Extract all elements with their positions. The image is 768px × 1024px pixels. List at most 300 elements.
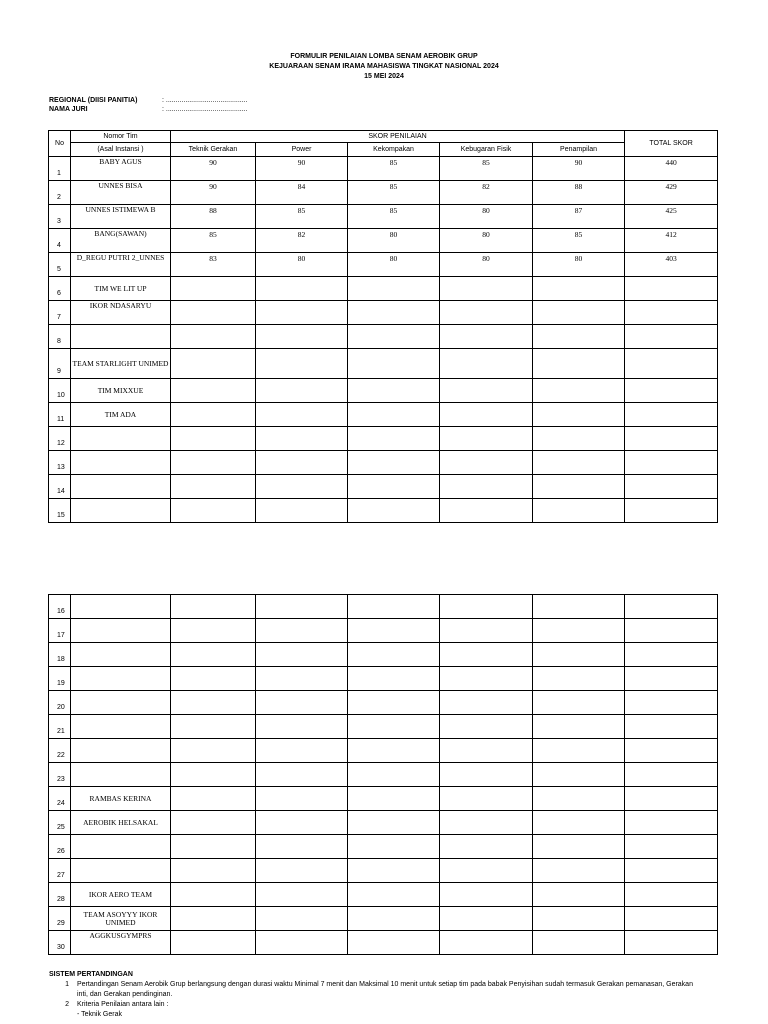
power-score-cell[interactable] [256,349,348,379]
power-score-cell[interactable] [256,595,348,619]
teknik-score-cell[interactable] [171,427,256,451]
team-name-cell[interactable] [71,475,171,499]
rules-title: SISTEM PERTANDINGAN [49,971,133,978]
penampilan-score-cell[interactable] [533,643,625,667]
kekompakan-score-cell[interactable]: 80 [348,229,440,253]
regional-label: REGIONAL (DIISI PANITIA) [49,97,138,104]
team-name-cell[interactable]: AEROBIK HELSAKAL [71,811,171,835]
table-body-page1 [49,157,718,523]
row-number-cell: 1 [49,157,71,181]
penampilan-score-cell[interactable]: 90 [533,157,625,181]
table-row [49,811,718,835]
penampilan-score-cell[interactable] [533,379,625,403]
teknik-score-cell[interactable] [171,691,256,715]
team-name-cell[interactable]: TIM MIXXUE [71,379,171,403]
teknik-score-cell[interactable] [171,499,256,523]
team-name-cell[interactable] [71,859,171,883]
power-score-cell[interactable] [256,859,348,883]
team-name-cell[interactable]: TIM ADA [71,403,171,427]
power-score-cell[interactable] [256,325,348,349]
kebugaran-score-cell[interactable]: 82 [440,181,533,205]
kebugaran-score-cell[interactable] [440,835,533,859]
power-score-cell[interactable] [256,811,348,835]
kebugaran-score-cell[interactable] [440,325,533,349]
power-score-cell[interactable]: 85 [256,205,348,229]
table-row [49,619,718,643]
power-score-cell[interactable] [256,451,348,475]
total-score-cell[interactable] [625,427,718,451]
total-score-cell[interactable] [625,475,718,499]
penampilan-score-cell[interactable]: 85 [533,229,625,253]
team-name-cell[interactable]: UNNES ISTIMEWA B [71,205,171,229]
event-date: 15 MEI 2024 [364,73,404,80]
teknik-score-cell[interactable] [171,931,256,955]
regional-field[interactable]: : .......................................... [162,97,248,104]
kekompakan-score-cell[interactable] [348,301,440,325]
table-row [49,763,718,787]
kekompakan-score-cell[interactable]: 85 [348,181,440,205]
table-row [49,403,718,427]
teknik-score-cell[interactable] [171,277,256,301]
kebugaran-score-cell[interactable] [440,499,533,523]
power-score-cell[interactable] [256,883,348,907]
table-row [49,883,718,907]
power-score-cell[interactable] [256,691,348,715]
kekompakan-score-cell[interactable] [348,859,440,883]
power-score-cell[interactable] [256,499,348,523]
form-title: FORMULIR PENILAIAN LOMBA SENAM AEROBIK GRUP [290,53,478,60]
table-row [49,691,718,715]
power-score-cell[interactable] [256,301,348,325]
team-name-cell[interactable]: TIM WE LIT UP [71,277,171,301]
regional-row [49,96,248,105]
total-score-cell[interactable]: 412 [625,229,718,253]
row-number-cell: 13 [49,451,71,475]
total-score-cell[interactable] [625,619,718,643]
power-score-cell[interactable] [256,835,348,859]
penampilan-score-cell[interactable] [533,739,625,763]
teknik-score-cell[interactable] [171,907,256,931]
power-score-cell[interactable] [256,379,348,403]
kebugaran-score-cell[interactable] [440,595,533,619]
total-score-cell[interactable] [625,349,718,379]
teknik-score-cell[interactable] [171,349,256,379]
total-score-cell[interactable] [625,667,718,691]
kekompakan-score-cell[interactable] [348,427,440,451]
row-number-cell: 12 [49,427,71,451]
kekompakan-score-cell[interactable] [348,811,440,835]
penampilan-score-cell[interactable] [533,859,625,883]
kekompakan-score-cell[interactable] [348,499,440,523]
power-score-cell[interactable]: 90 [256,157,348,181]
kebugaran-score-cell[interactable] [440,811,533,835]
teknik-score-cell[interactable] [171,643,256,667]
table-row [49,787,718,811]
teknik-score-cell[interactable] [171,379,256,403]
team-name-cell[interactable] [71,667,171,691]
total-score-cell[interactable]: 429 [625,181,718,205]
kekompakan-score-cell[interactable] [348,787,440,811]
total-score-cell[interactable] [625,859,718,883]
teknik-score-cell[interactable] [171,811,256,835]
penampilan-score-cell[interactable] [533,349,625,379]
event-name: KEJUARAAN SENAM IRAMA MAHASISWA TINGKAT NASIONAL 2024 [269,63,499,70]
row-number-cell: 24 [49,787,71,811]
kebugaran-score-cell[interactable] [440,451,533,475]
judge-row [49,105,248,114]
kekompakan-score-cell[interactable] [348,691,440,715]
power-score-cell[interactable]: 80 [256,253,348,277]
kebugaran-score-cell[interactable] [440,475,533,499]
teknik-score-cell[interactable] [171,475,256,499]
teknik-score-cell[interactable] [171,883,256,907]
kekompakan-score-cell[interactable] [348,715,440,739]
kekompakan-score-cell[interactable] [348,325,440,349]
team-name-cell[interactable]: BANG(SAWAN) [71,229,171,253]
total-score-cell[interactable] [625,739,718,763]
table-row [49,253,718,277]
kebugaran-score-cell[interactable] [440,427,533,451]
table-row [49,475,718,499]
teknik-score-cell[interactable] [171,763,256,787]
teknik-score-cell[interactable] [171,451,256,475]
total-score-cell[interactable] [625,595,718,619]
penampilan-score-cell[interactable] [533,931,625,955]
row-number-cell: 5 [49,253,71,277]
teknik-score-cell[interactable]: 90 [171,157,256,181]
penampilan-score-cell[interactable] [533,403,625,427]
team-name-cell[interactable] [71,325,171,349]
kebugaran-score-cell[interactable] [440,883,533,907]
row-number-cell: 21 [49,715,71,739]
row-number-cell: 15 [49,499,71,523]
penampilan-score-cell[interactable] [533,325,625,349]
total-score-cell[interactable] [625,763,718,787]
teknik-score-cell[interactable]: 90 [171,181,256,205]
judge-field[interactable]: : .......................................... [162,106,248,113]
row-number-cell: 19 [49,667,71,691]
kebugaran-score-cell[interactable] [440,907,533,931]
table-row [49,739,718,763]
row-number-cell: 8 [49,325,71,349]
table-row [49,427,718,451]
teknik-score-cell[interactable]: 88 [171,205,256,229]
penampilan-score-cell[interactable] [533,499,625,523]
team-name-cell[interactable]: IKOR AERO TEAM [71,883,171,907]
kekompakan-score-cell[interactable] [348,907,440,931]
rule-number: 1 [65,981,69,988]
kekompakan-score-cell[interactable]: 85 [348,157,440,181]
kekompakan-score-cell[interactable] [348,475,440,499]
rule-text: Kriteria Penilaian antara lain : [77,1001,169,1008]
power-score-cell[interactable] [256,427,348,451]
rule-text: Pertandingan Senam Aerobik Grup berlangsung dengan durasi waktu Minimal 7 menit dan Maksimal 10 menit untuk setiap tim pada babak Penyisihan sudah termasuk Gerakan pemanasan, Gerakan inti, dan Gerakan pendinginan. [77,981,693,998]
penampilan-score-cell[interactable] [533,883,625,907]
row-number-cell: 22 [49,739,71,763]
kekompakan-score-cell[interactable]: 80 [348,253,440,277]
team-name-cell[interactable] [71,619,171,643]
team-name-cell[interactable] [71,739,171,763]
rule-item [49,980,729,1000]
kebugaran-score-cell[interactable] [440,619,533,643]
penampilan-score-cell[interactable] [533,811,625,835]
total-score-cell[interactable] [625,301,718,325]
table-row [49,907,718,931]
table-row [49,157,718,181]
total-score-cell[interactable] [625,451,718,475]
power-score-cell[interactable]: 82 [256,229,348,253]
table-row [49,931,718,955]
team-name-cell[interactable]: UNNES BISA [71,181,171,205]
teknik-score-cell[interactable] [171,835,256,859]
kekompakan-score-cell[interactable] [348,739,440,763]
kebugaran-score-cell[interactable] [440,277,533,301]
total-score-cell[interactable] [625,499,718,523]
kebugaran-score-cell[interactable] [440,403,533,427]
rule-subitem [49,1010,729,1020]
penampilan-score-cell[interactable]: 80 [533,253,625,277]
power-score-cell[interactable]: 84 [256,181,348,205]
teknik-score-cell[interactable]: 85 [171,229,256,253]
team-name-cell[interactable] [71,643,171,667]
total-score-cell[interactable] [625,403,718,427]
kekompakan-score-cell[interactable] [348,451,440,475]
team-name-cell[interactable]: D_REGU PUTRI 2_UNNES [71,253,171,277]
teknik-score-cell[interactable] [171,667,256,691]
teknik-score-cell[interactable] [171,739,256,763]
power-score-cell[interactable] [256,907,348,931]
power-score-cell[interactable] [256,787,348,811]
penampilan-score-cell[interactable] [533,301,625,325]
power-score-cell[interactable] [256,739,348,763]
total-score-cell[interactable] [625,787,718,811]
team-name-cell[interactable] [71,499,171,523]
table-row [49,859,718,883]
penampilan-score-cell[interactable] [533,451,625,475]
team-name-cell[interactable] [71,715,171,739]
row-number-cell: 10 [49,379,71,403]
total-score-cell[interactable] [625,931,718,955]
team-name-cell[interactable] [71,835,171,859]
kekompakan-score-cell[interactable] [348,595,440,619]
kebugaran-score-cell[interactable] [440,691,533,715]
row-number-cell: 29 [49,907,71,931]
row-number-cell: 26 [49,835,71,859]
penampilan-score-cell[interactable] [533,907,625,931]
kekompakan-score-cell[interactable] [348,931,440,955]
kebugaran-score-cell[interactable]: 80 [440,205,533,229]
table-row [49,325,718,349]
row-number-cell: 20 [49,691,71,715]
power-score-cell[interactable] [256,931,348,955]
teknik-score-cell[interactable] [171,301,256,325]
row-number-cell: 18 [49,643,71,667]
total-score-cell[interactable] [625,907,718,931]
judge-label: NAMA JURI [49,106,88,113]
kebugaran-score-cell[interactable] [440,301,533,325]
penampilan-score-cell[interactable] [533,619,625,643]
teknik-score-cell[interactable] [171,859,256,883]
kebugaran-score-cell[interactable] [440,739,533,763]
row-number-cell: 28 [49,883,71,907]
row-number-cell: 3 [49,205,71,229]
kekompakan-score-cell[interactable]: 85 [348,205,440,229]
total-score-cell[interactable]: 403 [625,253,718,277]
table-row [49,715,718,739]
row-number-cell: 9 [49,349,71,379]
kebugaran-score-cell[interactable] [440,643,533,667]
total-score-cell[interactable] [625,325,718,349]
power-score-cell[interactable] [256,475,348,499]
kekompakan-score-cell[interactable] [348,883,440,907]
power-score-cell[interactable] [256,403,348,427]
col-header-kebugaran: Kebugaran Fisik [440,143,533,157]
row-number-cell: 2 [49,181,71,205]
total-score-cell[interactable] [625,277,718,301]
kekompakan-score-cell[interactable] [348,835,440,859]
score-table-page1 [48,130,718,523]
power-score-cell[interactable] [256,643,348,667]
total-score-cell[interactable] [625,883,718,907]
kekompakan-score-cell[interactable] [348,379,440,403]
total-score-cell[interactable] [625,379,718,403]
col-header-kekompakan: Kekompakan [348,143,440,157]
total-score-cell[interactable]: 425 [625,205,718,229]
col-header-score-group: SKOR PENILAIAN [171,131,625,143]
kekompakan-score-cell[interactable] [348,619,440,643]
row-number-cell: 4 [49,229,71,253]
competition-rules [49,970,729,1020]
form-header [0,52,768,82]
teknik-score-cell[interactable] [171,787,256,811]
row-number-cell: 14 [49,475,71,499]
table-row [49,667,718,691]
table-row [49,499,718,523]
kekompakan-score-cell[interactable] [348,277,440,301]
col-header-penampilan: Penampilan [533,143,625,157]
rule-number: 2 [65,1001,69,1008]
penampilan-score-cell[interactable] [533,787,625,811]
teknik-score-cell[interactable] [171,325,256,349]
total-score-cell[interactable] [625,715,718,739]
team-name-cell[interactable]: IKOR NDASARYU [71,301,171,325]
team-name-cell[interactable]: RAMBAS KERINA [71,787,171,811]
kebugaran-score-cell[interactable] [440,859,533,883]
kebugaran-score-cell[interactable] [440,349,533,379]
score-table-page2 [48,594,718,955]
table-body-page2 [49,595,718,955]
team-name-cell[interactable] [71,427,171,451]
penampilan-score-cell[interactable] [533,763,625,787]
table-row [49,643,718,667]
col-header-teknik: Teknik Gerakan [171,143,256,157]
power-score-cell[interactable] [256,763,348,787]
col-header-no: No [49,131,71,157]
table-row [49,379,718,403]
team-name-cell[interactable] [71,595,171,619]
kekompakan-score-cell[interactable] [348,763,440,787]
row-number-cell: 30 [49,931,71,955]
team-name-cell[interactable] [71,763,171,787]
kebugaran-score-cell[interactable] [440,931,533,955]
penampilan-score-cell[interactable] [533,835,625,859]
table-row [49,205,718,229]
penampilan-score-cell[interactable]: 88 [533,181,625,205]
teknik-score-cell[interactable]: 83 [171,253,256,277]
power-score-cell[interactable] [256,715,348,739]
row-number-cell: 27 [49,859,71,883]
kebugaran-score-cell[interactable] [440,667,533,691]
kebugaran-score-cell[interactable] [440,763,533,787]
penampilan-score-cell[interactable] [533,691,625,715]
teknik-score-cell[interactable] [171,403,256,427]
penampilan-score-cell[interactable] [533,427,625,451]
row-number-cell: 17 [49,619,71,643]
power-score-cell[interactable] [256,277,348,301]
col-header-team-origin: (Asal Instansi ) [71,143,171,157]
row-number-cell: 23 [49,763,71,787]
kekompakan-score-cell[interactable] [348,643,440,667]
table-row [49,277,718,301]
team-name-cell[interactable] [71,691,171,715]
power-score-cell[interactable] [256,619,348,643]
teknik-score-cell[interactable] [171,715,256,739]
penampilan-score-cell[interactable] [533,667,625,691]
row-number-cell: 7 [49,301,71,325]
kebugaran-score-cell[interactable] [440,715,533,739]
table-row [49,595,718,619]
kebugaran-score-cell[interactable] [440,379,533,403]
row-number-cell: 25 [49,811,71,835]
kebugaran-score-cell[interactable]: 85 [440,157,533,181]
kekompakan-score-cell[interactable] [348,667,440,691]
power-score-cell[interactable] [256,667,348,691]
teknik-score-cell[interactable] [171,595,256,619]
row-number-cell: 16 [49,595,71,619]
table-row [49,229,718,253]
team-name-cell[interactable]: TEAM ASOYYY IKOR UNIMED [71,907,171,931]
total-score-cell[interactable] [625,691,718,715]
penampilan-score-cell[interactable] [533,595,625,619]
penampilan-score-cell[interactable] [533,475,625,499]
kekompakan-score-cell[interactable] [348,349,440,379]
row-number-cell: 11 [49,403,71,427]
kebugaran-score-cell[interactable] [440,787,533,811]
team-name-cell[interactable]: TEAM STARLIGHT UNIMED [71,349,171,379]
rule-item [49,1000,729,1010]
rule-subitem-text: - Teknik Gerak [77,1011,122,1018]
kebugaran-score-cell[interactable]: 80 [440,253,533,277]
team-name-cell[interactable]: AGGKUSGYMPRS [71,931,171,955]
team-name-cell[interactable]: BABY AGUS [71,157,171,181]
total-score-cell[interactable] [625,811,718,835]
table-row [49,181,718,205]
kekompakan-score-cell[interactable] [348,403,440,427]
total-score-cell[interactable]: 440 [625,157,718,181]
total-score-cell[interactable] [625,643,718,667]
penampilan-score-cell[interactable]: 87 [533,205,625,229]
row-number-cell: 6 [49,277,71,301]
table-row [49,451,718,475]
col-header-team: Nomor Tim [71,131,171,143]
penampilan-score-cell[interactable] [533,715,625,739]
kebugaran-score-cell[interactable]: 80 [440,229,533,253]
penampilan-score-cell[interactable] [533,277,625,301]
teknik-score-cell[interactable] [171,619,256,643]
team-name-cell[interactable] [71,451,171,475]
col-header-power: Power [256,143,348,157]
total-score-cell[interactable] [625,835,718,859]
